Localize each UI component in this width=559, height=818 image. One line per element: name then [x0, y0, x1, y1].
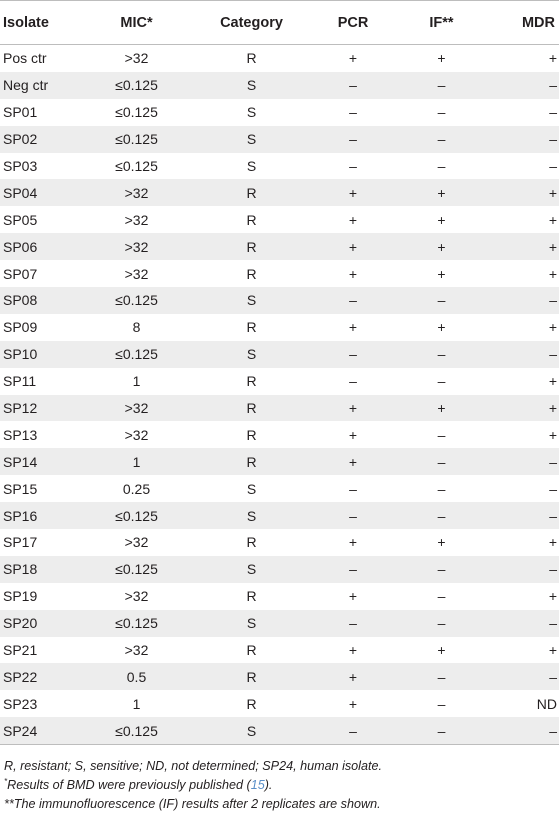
table-row [0, 72, 559, 99]
cell-if: + [397, 233, 486, 260]
cell-mic: >32 [79, 529, 194, 556]
cell-category: R [194, 421, 309, 448]
cell-mic: 1 [79, 690, 194, 717]
cell-mic: >32 [79, 395, 194, 422]
cell-isolate: SP17 [0, 529, 79, 556]
cell-mic: >32 [79, 179, 194, 206]
cell-isolate: SP05 [0, 206, 79, 233]
cell-mic: 1 [79, 448, 194, 475]
cell-pcr: – [309, 287, 397, 314]
table-row [0, 421, 559, 448]
cell-pcr: + [309, 233, 397, 260]
cell-isolate: SP10 [0, 341, 79, 368]
cell-mic: 0.5 [79, 663, 194, 690]
cell-mic: 1 [79, 368, 194, 395]
cell-mic: ≤0.125 [79, 610, 194, 637]
cell-category: R [194, 529, 309, 556]
cell-if: – [397, 556, 486, 583]
cell-isolate: SP07 [0, 260, 79, 287]
cell-isolate: SP19 [0, 583, 79, 610]
cell-category: R [194, 206, 309, 233]
cell-isolate: SP23 [0, 690, 79, 717]
cell-if: – [397, 448, 486, 475]
cell-isolate: SP11 [0, 368, 79, 395]
table-row [0, 717, 559, 744]
cell-category: R [194, 690, 309, 717]
cell-category: R [194, 637, 309, 664]
cell-isolate: SP22 [0, 663, 79, 690]
cell-isolate: SP03 [0, 153, 79, 180]
cell-isolate: SP13 [0, 421, 79, 448]
table-row [0, 45, 559, 72]
cell-isolate: SP04 [0, 179, 79, 206]
cell-mdr: – [486, 502, 559, 529]
table-row [0, 153, 559, 180]
header-if: IF** [397, 1, 486, 45]
cell-mic: ≤0.125 [79, 99, 194, 126]
cell-category: R [194, 179, 309, 206]
cell-mdr: + [486, 45, 559, 72]
cell-pcr: + [309, 637, 397, 664]
cell-isolate: SP14 [0, 448, 79, 475]
cell-mdr: – [486, 126, 559, 153]
cell-isolate: SP18 [0, 556, 79, 583]
reference-link[interactable]: 15 [250, 778, 265, 792]
cell-category: R [194, 45, 309, 72]
cell-mic: ≤0.125 [79, 287, 194, 314]
cell-mdr: + [486, 314, 559, 341]
cell-if: – [397, 126, 486, 153]
cell-mdr: – [486, 72, 559, 99]
cell-mic: >32 [79, 260, 194, 287]
cell-mdr: – [486, 717, 559, 744]
cell-category: S [194, 153, 309, 180]
cell-mdr: – [486, 153, 559, 180]
cell-mic: >32 [79, 583, 194, 610]
cell-category: S [194, 502, 309, 529]
cell-mdr: – [486, 610, 559, 637]
table-row [0, 690, 559, 717]
cell-if: – [397, 717, 486, 744]
cell-pcr: + [309, 45, 397, 72]
cell-if: – [397, 421, 486, 448]
table-row [0, 395, 559, 422]
cell-category: R [194, 314, 309, 341]
cell-pcr: – [309, 99, 397, 126]
cell-if: – [397, 690, 486, 717]
table-row [0, 287, 559, 314]
cell-isolate: SP09 [0, 314, 79, 341]
table-footnotes [4, 757, 554, 814]
cell-if: + [397, 637, 486, 664]
table-row [0, 179, 559, 206]
table-row [0, 341, 559, 368]
header-mic: MIC* [79, 1, 194, 45]
cell-mdr: – [486, 475, 559, 502]
cell-isolate: SP20 [0, 610, 79, 637]
cell-if: + [397, 260, 486, 287]
cell-category: S [194, 717, 309, 744]
cell-category: R [194, 260, 309, 287]
cell-mic: >32 [79, 206, 194, 233]
footnote-abbreviations: R, resistant; S, sensitive; ND, not determined; SP24, human isolate. [4, 759, 382, 773]
cell-pcr: + [309, 179, 397, 206]
cell-category: S [194, 126, 309, 153]
cell-isolate: SP16 [0, 502, 79, 529]
cell-pcr: + [309, 583, 397, 610]
cell-mic: 0.25 [79, 475, 194, 502]
table-row [0, 583, 559, 610]
cell-category: S [194, 610, 309, 637]
cell-mic: ≤0.125 [79, 341, 194, 368]
cell-mdr: – [486, 556, 559, 583]
cell-category: R [194, 583, 309, 610]
cell-category: S [194, 341, 309, 368]
footnote-bmd [4, 776, 554, 795]
cell-isolate: SP12 [0, 395, 79, 422]
cell-mdr: + [486, 260, 559, 287]
cell-pcr: – [309, 126, 397, 153]
cell-pcr: + [309, 663, 397, 690]
cell-if: – [397, 99, 486, 126]
cell-mdr: + [486, 206, 559, 233]
table-row [0, 529, 559, 556]
cell-pcr: + [309, 206, 397, 233]
cell-mic: >32 [79, 637, 194, 664]
cell-mdr: – [486, 99, 559, 126]
table-header-row [0, 1, 559, 45]
cell-pcr: – [309, 475, 397, 502]
cell-category: R [194, 368, 309, 395]
cell-if: – [397, 368, 486, 395]
cell-mdr: + [486, 529, 559, 556]
footnote-marker: * [4, 776, 8, 786]
cell-if: – [397, 341, 486, 368]
cell-if: + [397, 179, 486, 206]
cell-pcr: + [309, 690, 397, 717]
cell-pcr: – [309, 72, 397, 99]
cell-mic: ≤0.125 [79, 502, 194, 529]
cell-if: – [397, 663, 486, 690]
cell-mic: ≤0.125 [79, 717, 194, 744]
table-row [0, 99, 559, 126]
cell-pcr: + [309, 421, 397, 448]
cell-if: – [397, 72, 486, 99]
cell-isolate: SP24 [0, 717, 79, 744]
cell-category: S [194, 556, 309, 583]
cell-category: R [194, 395, 309, 422]
table-row [0, 663, 559, 690]
cell-if: + [397, 314, 486, 341]
cell-mic: ≤0.125 [79, 556, 194, 583]
table-row [0, 233, 559, 260]
table-row [0, 206, 559, 233]
cell-mdr: ND [486, 690, 559, 717]
header-pcr: PCR [309, 1, 397, 45]
cell-mic: ≤0.125 [79, 126, 194, 153]
cell-mic: ≤0.125 [79, 153, 194, 180]
cell-if: – [397, 502, 486, 529]
header-mdr: MDR [486, 1, 559, 45]
cell-mdr: + [486, 179, 559, 206]
cell-mic: >32 [79, 45, 194, 72]
table-row [0, 637, 559, 664]
cell-category: S [194, 475, 309, 502]
cell-mdr: + [486, 583, 559, 610]
table-row [0, 368, 559, 395]
cell-isolate: SP01 [0, 99, 79, 126]
cell-isolate: Pos ctr [0, 45, 79, 72]
footnote-if: **The immunofluorescence (IF) results after 2 replicates are shown. [4, 797, 381, 811]
cell-mic: >32 [79, 233, 194, 260]
cell-mdr: + [486, 421, 559, 448]
cell-mdr: – [486, 287, 559, 314]
cell-if: – [397, 583, 486, 610]
cell-pcr: + [309, 529, 397, 556]
cell-if: + [397, 206, 486, 233]
cell-category: S [194, 72, 309, 99]
table-row [0, 448, 559, 475]
cell-if: – [397, 287, 486, 314]
cell-mdr: + [486, 395, 559, 422]
table-row [0, 260, 559, 287]
header-isolate: Isolate [0, 1, 79, 45]
cell-if: + [397, 395, 486, 422]
table-row [0, 502, 559, 529]
cell-category: S [194, 99, 309, 126]
cell-category: R [194, 663, 309, 690]
cell-pcr: – [309, 153, 397, 180]
cell-pcr: – [309, 368, 397, 395]
cell-if: – [397, 475, 486, 502]
cell-pcr: – [309, 556, 397, 583]
cell-pcr: – [309, 610, 397, 637]
table-row [0, 556, 559, 583]
cell-isolate: SP21 [0, 637, 79, 664]
header-category: Category [194, 1, 309, 45]
table-body [0, 45, 559, 745]
cell-mdr: + [486, 233, 559, 260]
cell-if: + [397, 45, 486, 72]
cell-pcr: – [309, 717, 397, 744]
footnote-bmd-end: ). [264, 778, 273, 792]
cell-mic: >32 [79, 421, 194, 448]
cell-mdr: – [486, 448, 559, 475]
cell-isolate: Neg ctr [0, 72, 79, 99]
cell-isolate: SP02 [0, 126, 79, 153]
cell-pcr: – [309, 502, 397, 529]
cell-if: – [397, 153, 486, 180]
cell-category: R [194, 233, 309, 260]
table-row [0, 475, 559, 502]
cell-mdr: + [486, 368, 559, 395]
cell-isolate: SP15 [0, 475, 79, 502]
cell-pcr: + [309, 395, 397, 422]
cell-category: R [194, 448, 309, 475]
cell-isolate: SP06 [0, 233, 79, 260]
cell-pcr: + [309, 314, 397, 341]
table-row [0, 314, 559, 341]
cell-pcr: + [309, 448, 397, 475]
cell-mdr: + [486, 637, 559, 664]
cell-mic: ≤0.125 [79, 72, 194, 99]
table-row [0, 126, 559, 153]
cell-mdr: – [486, 341, 559, 368]
cell-mdr: – [486, 663, 559, 690]
footnote-bmd-text: Results of BMD were previously published ( [7, 778, 251, 792]
cell-isolate: SP08 [0, 287, 79, 314]
table-row [0, 610, 559, 637]
cell-mic: 8 [79, 314, 194, 341]
cell-pcr: – [309, 341, 397, 368]
cell-if: – [397, 610, 486, 637]
cell-if: + [397, 529, 486, 556]
cell-pcr: + [309, 260, 397, 287]
cell-category: S [194, 287, 309, 314]
